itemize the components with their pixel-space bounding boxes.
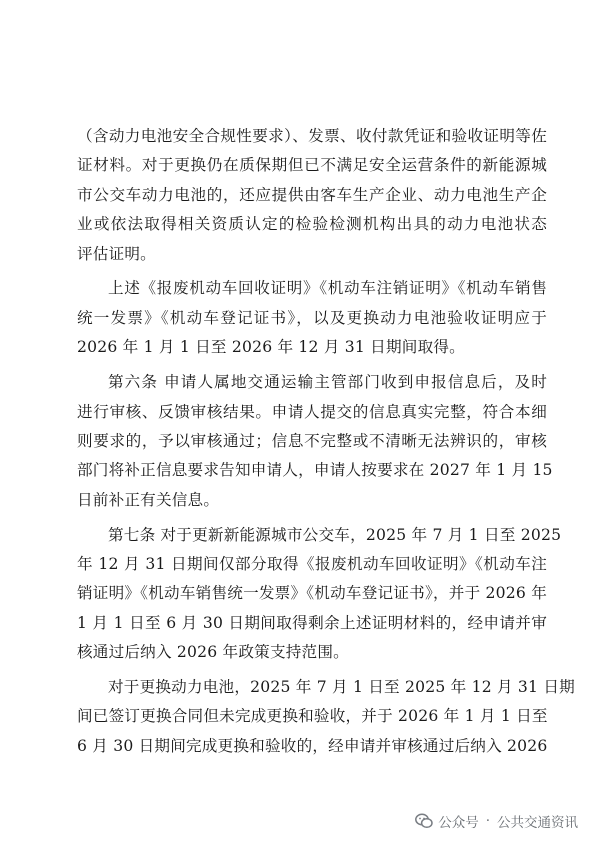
text-line: 则要求的，予以审核通过；信息不完整或不清晰无法辨识的，审核: [77, 431, 547, 450]
text-line: 1 月 1 日至 6 月 30 日期间取得剩余上述证明材料的，经申请并审: [77, 613, 547, 632]
text-line: （含动力电池安全合规性要求）、发票、收付款凭证和验收证明等佐: [77, 127, 547, 145]
text-line: 2026 年 1 月 1 日至 2026 年 12 月 31 日期间取得。: [77, 338, 465, 357]
text-line: 日前补正有关信息。: [77, 490, 220, 509]
text-line: 销证明》《机动车销售统一发票》《机动车登记证书》，并于 2026 年: [77, 584, 547, 603]
text-line: 6 月 30 日期间完成更换和验收的，经申请并审核通过后纳入 2026: [77, 736, 548, 755]
document-body: [77, 122, 575, 761]
text-line: 进行审核、反馈审核结果。申请人提交的信息真实完整，符合本细: [77, 402, 547, 421]
watermark-channel: 公众号: [438, 815, 479, 831]
watermark-separator: ·: [485, 813, 490, 829]
text-line: 证材料。对于更换仍在质保期但已不满足安全运营条件的新能源城: [77, 156, 547, 175]
text-line: 上述《报废机动车回收证明》《机动车注销证明》《机动车销售: [108, 279, 547, 298]
paragraph-article-7: [77, 521, 562, 668]
wechat-watermark: [415, 811, 578, 831]
paragraph-article-6: [77, 368, 553, 515]
text-line: 核通过后纳入 2026 年政策支持范围。: [77, 643, 349, 662]
text-line: 第七条 对于更新新能源城市公交车，2025 年 7 月 1 日至 2025: [108, 525, 562, 544]
text-line: 统一发票》《机动车登记证书》，以及更换动力电池验收证明应于: [77, 308, 547, 327]
text-line: 业或依法取得相关资质认定的检验检测机构出具的动力电池状态: [77, 215, 547, 234]
text-line: 年 12 月 31 日期间仅部分取得《报废机动车回收证明》《机动车注: [77, 554, 547, 573]
text-line: 第六条 申请人属地交通运输主管部门收到申报信息后，及时: [108, 373, 547, 392]
text-line: 评估证明。: [77, 244, 156, 263]
paragraph-1: [77, 122, 547, 269]
watermark-account-name: 公共交通资讯: [497, 815, 578, 831]
text-line: 对于更换动力电池，2025 年 7 月 1 日至 2025 年 12 月 31 日期: [108, 678, 575, 697]
wechat-official-account-icon: [415, 813, 433, 829]
text-line: 间已签订更换合同但未完成更换和验收，并于 2026 年 1 月 1 日至: [77, 707, 548, 726]
text-line: 市公交车动力电池的，还应提供由客车生产企业、动力电池生产企: [77, 185, 547, 204]
text-line: 部门将补正信息要求告知申请人，申请人按要求在 2027 年 1 月 15: [77, 461, 553, 480]
paragraph-battery: [77, 673, 575, 761]
paragraph-2: [77, 274, 547, 362]
